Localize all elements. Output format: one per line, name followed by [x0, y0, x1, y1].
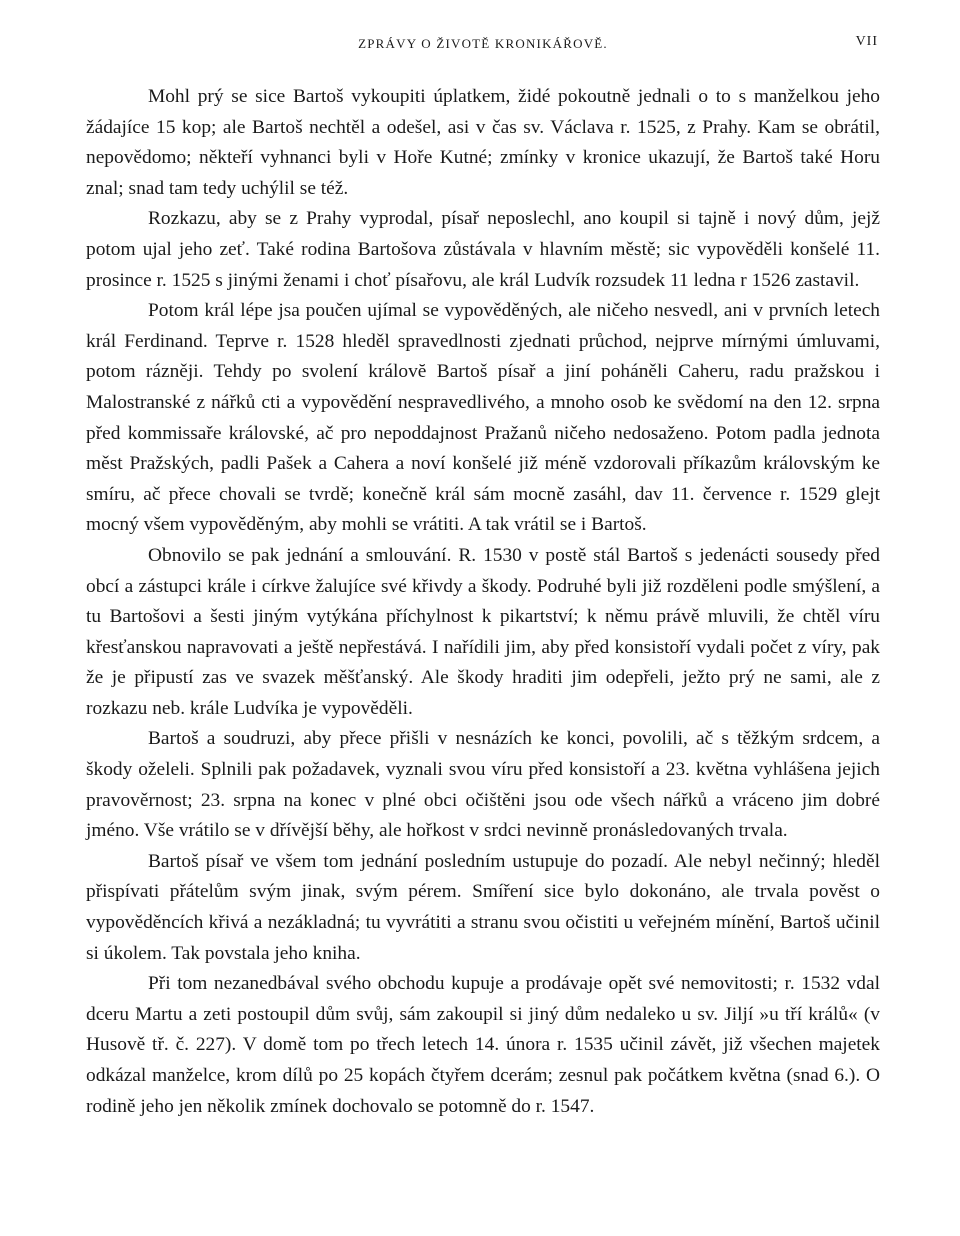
paragraph: Při tom nezanedbával svého obchodu kupuje a prodávaje opět své nemovitosti; r. 1532 vdal dceru Martu a zeti postoupil dům svůj, sám zakoupil si jiný dům nedaleko u sv. Jiljí »u tří králů« (v Husově tř. č. 227). V domě tom po třech letech 14. února r. 1535 učinil závět, již všechen majetek odkázal manželce, krom dílů po 25 kopách čtyřem dcerám; zesnul pak počátkem května (snad 6.). O rodině jeho jen několik zmínek dochovalo se potomně do r. 1547.: [86, 973, 880, 1117]
page-number: VII: [855, 34, 878, 49]
running-title: ZPRÁVY O ŽIVOTĚ KRONIKÁŘOVĚ.: [358, 36, 608, 51]
paragraph: Bartoš písař ve všem tom jednání posledním ustupuje do pozadí. Ale nebyl nečinný; hleděl přispívati přátelům svým jinak, svým pérem. Smíření sice bylo dokonáno, ale trvala pověst o vypověděncích křivá a nezákladná; tu vyvrátiti a stranu svou očistiti u veřejném mínění, Bartoš učinil si úkolem. Tak povstala jeho kniha.: [86, 850, 880, 964]
page-header: [86, 30, 880, 60]
paragraph: Obnovilo se pak jednání a smlouvání. R. 1530 v postě stál Bartoš s jedenácti sousedy před obcí a zástupci krále i církve žalujíce své křivdy a škody. Podruhé byli již rozděleni podle smýšlení, a tu Bartošovi a šesti jiným vytýkána příchylnost k pikartství; k němu právě mluvili, že chtěl víru křesťanskou napravovati a ještě nepřestává. I nařídili jim, aby před konsistoří vydali počet z víry, pak že je připustí zas ve svazek měšťanský. Ale škody hraditi jim odepřeli, ježto prý ne sami, ale z rozkazu neb. krále Ludvíka je vypověděli.: [86, 544, 880, 719]
paragraph: Rozkazu, aby se z Prahy vyprodal, písař neposlechl, ano koupil si tajně i nový dům, jejž potom ujal jeho zeť. Také rodina Bartošova zůstávala v hlavním městě; sic vypověděli konšelé 11. prosince r. 1525 s jinými ženami i choť písařovu, ale král Ludvík rozsudek 11 ledna r 1526 zastavil.: [86, 208, 880, 291]
body-text: [86, 82, 880, 1122]
document-page: [86, 30, 880, 1122]
paragraph: Mohl prý se sice Bartoš vykoupiti úplatkem, židé pokoutně jednali o to s manželkou jeho žádajíce 15 kop; ale Bartoš nechtěl a odešel, asi v čas sv. Václava r. 1525, z Prahy. Kam se obrátil, nepovědomo; někteří vyhnanci byli v Hoře Kutné; zmínky v kronice ukazují, že Bartoš také Horu znal; snad tam tedy uchýlil se též.: [86, 86, 880, 199]
paragraph: Bartoš a soudruzi, aby přece přišli v nesnázích ke konci, povolili, ač s těžkým srdcem, a škody oželeli. Splnili pak požadavek, vyznali svou víru před konsistoří a 23. května vyhlášena jejich pravověrnost; 23. srpna na konec v plné obci očištěni jsou ode všech nářků a vráceno jim dobré jméno. Vše vrátilo se v dřívější běhy, ale hořkost v srdci nevinně pronásledovaných trvala.: [86, 728, 880, 842]
paragraph: Potom král lépe jsa poučen ujímal se vypověděných, ale ničeho nesvedl, ani v prvních letech král Ferdinand. Teprve r. 1528 hleděl spravedlnosti zjednati průchod, nejprve mírnými úmluvami, potom rázněji. Tehdy po svolení královĕ Bartoš písař a jiní poháněli Caheru, radu pražskou i Malostranské z nářků cti a vypovědění nespravedlivého, a mnoho osob ke svědomí na den 12. srpna před kommissaře královské, ač pro nepoddajnost Pražanů ničeho nedosaženo. Potom padla jednota měst Pražských, padli Pašek a Cahera a noví konšelé již méně vzdorovali příkazům královským ke smíru, ač přece chovali se tvrdě; konečně král sám mocně zasáhl, dav 11. července r. 1529 glejt mocný všem vypověděným, aby mohli se vrátiti. A tak vrátil se i Bartoš.: [86, 300, 880, 536]
